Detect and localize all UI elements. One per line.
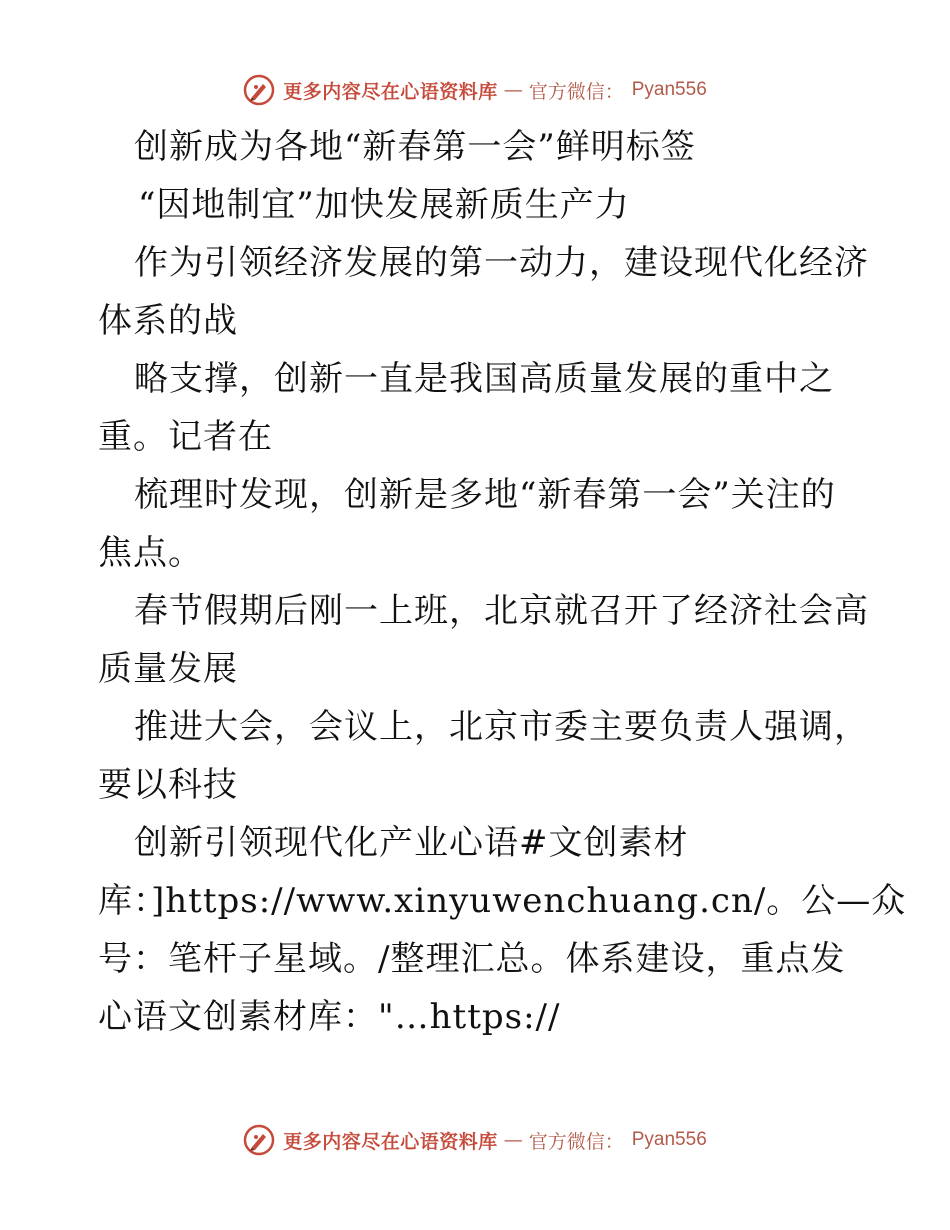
banner-wechat-id: Pyan556 [631,79,707,100]
banner-title: 更多内容尽在心语资料库 [283,1130,498,1153]
subheading-line: “因地制宜”加快发展新质生产力 [138,185,630,225]
paragraph-line: 要以科技 [98,765,238,805]
paragraph-line: 心语文创素材库："…https:// [98,997,561,1037]
banner-wechat-id: Pyan556 [631,1129,707,1150]
banner-wechat-label: 官方微信： [528,80,624,103]
paragraph-line: 库：]https://www.xinyuwenchuang.cn/。公—众 [98,881,907,921]
banner-separator: — [503,79,523,101]
paragraph-line: 体系的战 [98,301,238,341]
header-banner [0,70,950,110]
paragraph-line: 梳理时发现，创新是多地“新春第一会”关注的 [134,475,836,515]
paragraph-line: 春节假期后刚一上班，北京就召开了经济社会高 [134,591,869,631]
paragraph-line: 作为引领经济发展的第一动力，建设现代化经济 [134,243,869,283]
footer-banner [0,1120,950,1160]
paragraph-line: 号：笔杆子星域。/整理汇总。体系建设，重点发 [98,939,846,979]
heading-line: 创新成为各地“新春第一会”鲜明标签 [134,127,696,167]
banner-separator: — [503,1129,523,1151]
document-body [98,118,907,1046]
pen-logo-icon [243,1124,275,1156]
pen-logo-icon [243,74,275,106]
banner-wechat-label: 官方微信： [528,1130,624,1153]
paragraph-line: 焦点。 [98,533,203,573]
paragraph-line: 质量发展 [98,649,238,689]
paragraph-line: 重。记者在 [98,417,273,457]
paragraph-line: 推进大会，会议上，北京市委主要负责人强调， [134,707,869,747]
paragraph-line: 略支撑，创新一直是我国高质量发展的重中之 [134,359,834,399]
banner-title: 更多内容尽在心语资料库 [283,80,498,103]
paragraph-line: 创新引领现代化产业心语#文创素材 [134,823,689,863]
